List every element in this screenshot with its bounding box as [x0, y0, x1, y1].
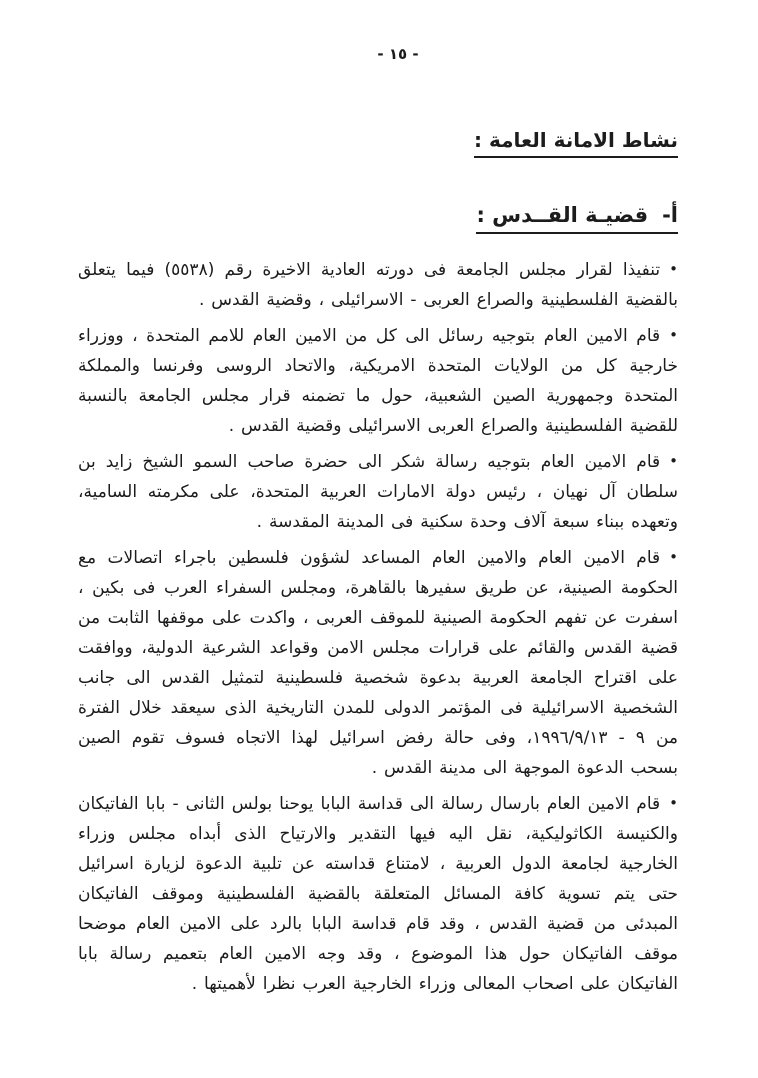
section-title-text: قضيـة القــدس :	[476, 203, 649, 227]
bullet-text: قام الامين العام بتوجيه رسائل الى كل من الامين العام للامم المتحدة ، ووزراء خارجية كل من الولايات المتحدة الامريكية، والاتحاد الروسى وفرنسا والمملكة المتحدة وجمهورية الصين الشعبية، حول ما تضمنه قرار مجلس الجامعة بالنسبة للقضية الفلسطينية والصراع العربى الاسرائيلى وقضية القدس .	[78, 326, 678, 436]
bullet-marker-icon: •	[669, 260, 678, 278]
bullet-text: تنفيذا لقرار مجلس الجامعة فى دورته العادية الاخيرة رقم (٥٥٣٨) فيما يتعلق بالقضية الفلسطينية والصراع العربى - الاسرائيلى ، وقضية القدس .	[78, 260, 678, 310]
bullet-marker-icon: •	[669, 452, 678, 470]
bullet-marker-icon: •	[669, 326, 678, 344]
document-title	[78, 129, 678, 158]
bullet-marker-icon: •	[669, 548, 678, 566]
section-prefix: أ-	[662, 203, 678, 227]
section-heading-text	[476, 204, 678, 234]
bullet-item	[78, 788, 678, 999]
bullet-text: قام الامين العام والامين العام المساعد لشؤون فلسطين باجراء اتصالات مع الحكومة الصينية، عن طريق سفيرها بالقاهرة، ومجلس السفراء العرب فى بكين ، اسفرت عن تفهم الحكومة الصينية للموقف العربى ، واكدت على موقفها الثابت من قضية القدس والقائم على قرارات مجلس الامن وقواعد الشرعية الدولية، ووافقت على اقتراح الجامعة العربية بدعوة شخصية فلسطينية لتمثيل القدس الى جانب الشخصية الاسرائيلية فى المؤتمر الدولى للمدن التاريخية الذى سيعقد خلال الفترة من ٩ - ١٩٩٦/٩/١٣، وفى حالة رفض اسرائيل لهذا الاتجاه فسوف تقوم الصين بسحب الدعوة الموجهة الى مدينة القدس .	[78, 548, 678, 778]
bullet-item	[78, 542, 678, 783]
bullet-text: قام الامين العام بارسال رسالة الى قداسة البابا يوحنا بولس الثانى - بابا الفاتيكان والكنيسة الكاثوليكية، نقل اليه فيها التقدير والارتياح الذى أبداه مجلس وزراء الخارجية لجامعة الدول العربية ، لامتناع قداسته عن تلبية الدعوة لزيارة اسرائيل حتى يتم تسوية كافة المسائل المتعلقة بالقضية الفلسطينية وموقف الفاتيكان المبدئى من قضية القدس ، وقد قام قداسة البابا بالرد على الامين العام موضحا موقف الفاتيكان حول هذا الموضوع ، وقد وجه الامين العام بتعميم رسالة بابا الفاتيكان على اصحاب المعالى وزراء الخارجية العرب نظرا لأهميتها .	[78, 794, 678, 994]
bullet-text: قام الامين العام بتوجيه رسالة شكر الى حضرة صاحب السمو الشيخ زايد بن سلطان آل نهيان ، رئيس دولة الامارات العربية المتحدة، على مكرمته السامية، وتعهده ببناء سبعة آلاف وحدة سكنية فى المدينة المقدسة .	[78, 452, 678, 532]
document-content	[78, 129, 678, 999]
bullet-marker-icon: •	[669, 794, 678, 812]
section-heading	[78, 204, 678, 234]
document-title-text: نشاط الامانة العامة :	[474, 129, 678, 158]
page-number: - ١٥ -	[377, 45, 419, 63]
bullet-list	[78, 254, 678, 999]
bullet-item	[78, 254, 678, 315]
bullet-item	[78, 446, 678, 537]
bullet-item	[78, 320, 678, 441]
